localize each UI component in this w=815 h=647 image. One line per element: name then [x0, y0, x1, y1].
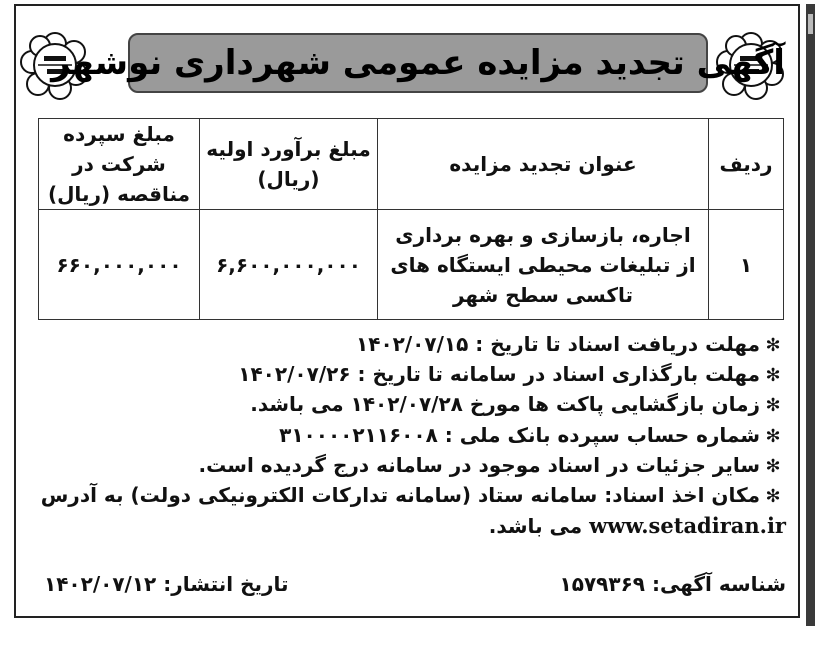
list-item-continuation	[30, 511, 786, 541]
list-item	[30, 451, 786, 481]
cell-initial-estimate: ۶,۶۰۰,۰۰۰,۰۰۰	[200, 210, 378, 320]
header-row-number: ردیف	[709, 119, 784, 210]
page-edge-scrollbar[interactable]	[806, 4, 815, 626]
ad-id-value: ۱۵۷۹۳۶۹	[559, 572, 645, 596]
asterisk-icon: ✻	[765, 335, 781, 356]
header-auction-title: عنوان تجدید مزایده	[378, 119, 709, 210]
asterisk-icon: ✻	[765, 486, 781, 508]
cell-auction-title: اجاره، بازسازی و بهره برداری از تبلیغات محیطی ایستگاه های تاکسی سطح شهر	[378, 210, 709, 320]
cell-deposit-amount: ۶۶۰,۰۰۰,۰۰۰	[39, 210, 200, 320]
list-item	[30, 330, 786, 360]
publish-date-label: تاریخ انتشار:	[163, 572, 289, 596]
item-text-upload-deadline: مهلت بارگذاری اسناد در سامانه تا تاریخ : ۱۴۰۲/۰۷/۲۶	[238, 362, 760, 387]
item-text-location-suffix: می باشد.	[488, 514, 583, 539]
header-initial-estimate: مبلغ برآورد اولیه (ریال)	[200, 119, 378, 210]
setadiran-url-link[interactable]: www.setadiran.ir	[589, 513, 786, 539]
item-text-bank-account: شماره حساب سپرده بانک ملی : ۳۱۰۰۰۰۲۱۱۶۰۰۸	[279, 422, 760, 447]
table-row	[39, 210, 784, 320]
auction-table	[38, 118, 784, 320]
ad-id-label: شناسه آگهی:	[651, 572, 786, 596]
asterisk-icon: ✻	[765, 395, 781, 417]
title-banner	[51, 33, 785, 93]
item-text-receive-deadline: مهلت دریافت اسناد تا تاریخ : ۱۴۰۲/۰۷/۱۵	[356, 332, 760, 356]
list-item	[30, 390, 786, 420]
table-header-row	[39, 119, 784, 210]
item-text-other-details: سایر جزئیات در اسناد موجود در سامانه درج گردیده است.	[198, 452, 760, 477]
ad-id	[560, 572, 786, 596]
publish-date	[44, 572, 289, 596]
list-item	[30, 481, 786, 511]
page-title: آگهی تجدید مزایده عمومی شهرداری نوشهر	[51, 43, 785, 83]
notice-items	[30, 330, 786, 541]
header-deposit-amount: مبلغ سپرده شرکت در مناقصه (ریال)	[39, 119, 200, 210]
asterisk-icon: ✻	[765, 365, 781, 387]
item-text-opening-date: زمان بازگشایی پاکت ها مورخ ۱۴۰۲/۰۷/۲۸ می باشد.	[250, 392, 760, 417]
list-item	[30, 421, 786, 451]
list-item	[30, 360, 786, 390]
publish-date-value: ۱۴۰۲/۰۷/۱۲	[44, 572, 157, 596]
notice-footer	[30, 572, 786, 596]
cell-row-number: ۱	[709, 210, 784, 320]
asterisk-icon: ✻	[765, 455, 781, 477]
asterisk-icon: ✻	[765, 425, 781, 447]
item-text-location: مکان اخذ اسناد: سامانه ستاد (سامانه تدارکات الکترونیکی دولت) به آدرس	[40, 483, 760, 508]
